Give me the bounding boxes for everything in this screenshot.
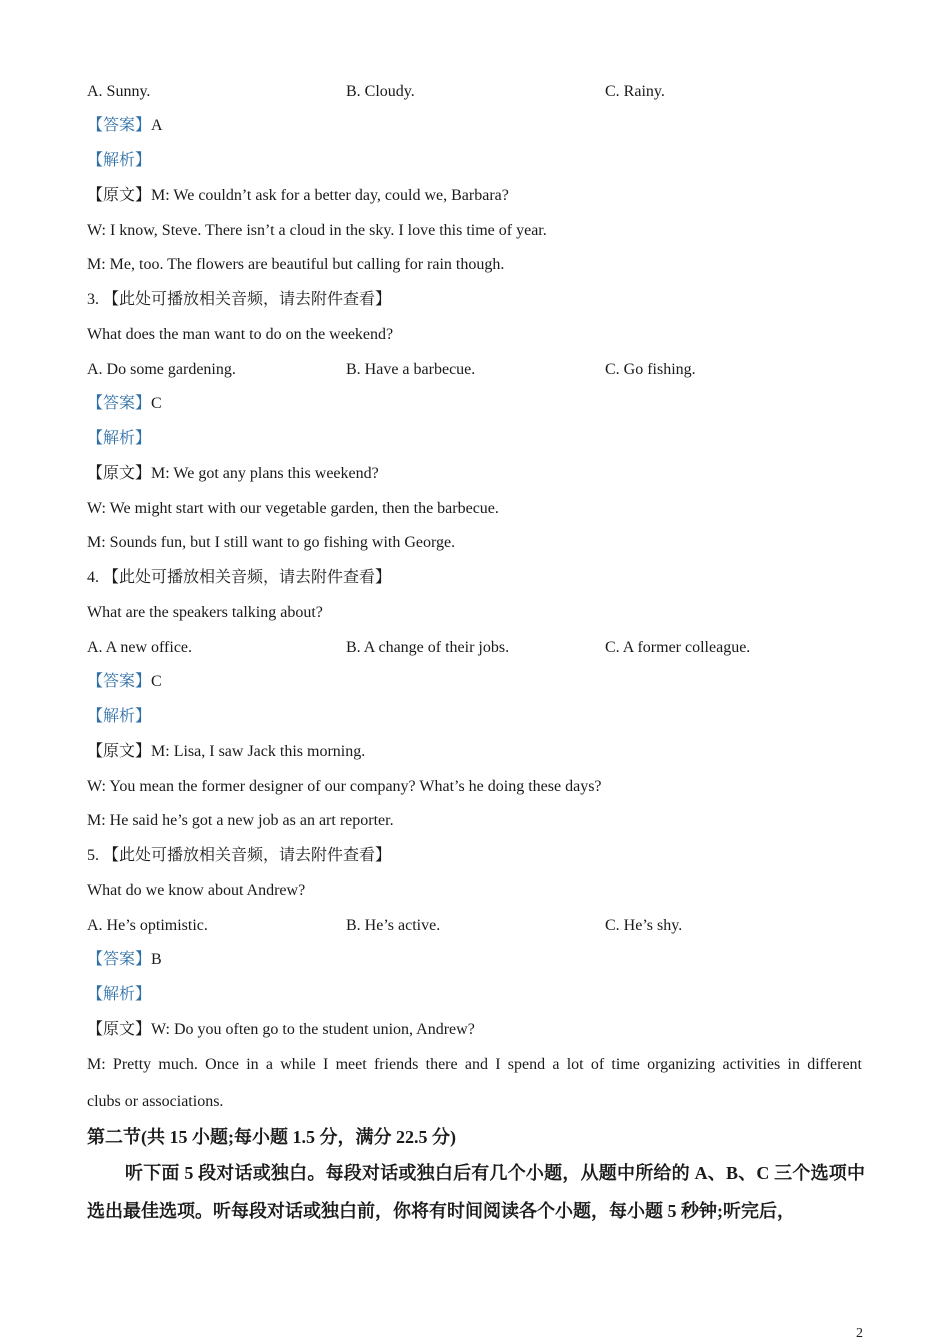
page-number: 2: [856, 1326, 863, 1341]
q2-option-c: C. Rainy.: [605, 83, 665, 100]
q5-transcript-line-1: [87, 1020, 475, 1040]
answer-label: 【答案】: [87, 117, 152, 134]
q4-answer: [87, 672, 162, 692]
q2-transcript-line-3: M: Me, too. The flowers are beautiful but calling for rain though.: [87, 256, 505, 273]
answer-value: C: [151, 395, 162, 412]
q4-transcript-line-3: M: He said he’s got a new job as an art reporter.: [87, 812, 394, 829]
q2-option-b: B. Cloudy.: [346, 83, 415, 100]
original-label: 【原文】: [87, 1021, 152, 1038]
original-label: 【原文】: [87, 187, 152, 204]
q4-transcript-line-1: [87, 742, 365, 762]
q3-answer: [87, 394, 162, 414]
transcript-text: W: Do you often go to the student union, Andrew?: [151, 1021, 475, 1038]
q5-transcript-line-3: clubs or associations.: [87, 1093, 224, 1110]
transcript-text: M: Lisa, I saw Jack this morning.: [151, 743, 366, 760]
section2-instructions: 听下面 5 段对话或独白。每段对话或独白后有几个小题，从题中所给的 A、B、C 三个选项中选出最佳选项。听每段对话或独白前，你将有时间阅读各个小题，每小题 5 秒钟;听完后，: [87, 1163, 866, 1221]
answer-value: A: [151, 117, 163, 134]
q5-header: 5. 【此处可播放相关音频，请去附件查看】: [87, 847, 392, 864]
q2-answer: [87, 116, 163, 136]
q5-option-a: A. He’s optimistic.: [87, 917, 208, 934]
q4-option-a: A. A new office.: [87, 639, 193, 656]
q3-analysis-label: 【解析】: [87, 430, 152, 447]
q3-transcript-line-3: M: Sounds fun, but I still want to go fishing with George.: [87, 534, 456, 551]
original-label: 【原文】: [87, 743, 152, 760]
original-label: 【原文】: [87, 465, 152, 482]
q2-transcript-line-1: [87, 186, 509, 206]
answer-value: B: [151, 951, 162, 968]
q3-transcript-line-1: [87, 464, 379, 484]
q3-option-a: A. Do some gardening.: [87, 361, 236, 378]
q3-transcript-line-2: W: We might start with our vegetable garden, then the barbecue.: [87, 500, 499, 517]
transcript-text: M: We got any plans this weekend?: [151, 465, 379, 482]
q2-transcript-line-2: W: I know, Steve. There isn’t a cloud in the sky. I love this time of year.: [87, 222, 547, 239]
q4-transcript-line-2: W: You mean the former designer of our company? What’s he doing these days?: [87, 778, 602, 795]
q5-analysis-label: 【解析】: [87, 986, 152, 1003]
q2-option-a: A. Sunny.: [87, 83, 151, 100]
q4-header: 4. 【此处可播放相关音频，请去附件查看】: [87, 569, 392, 586]
q4-question: What are the speakers talking about?: [87, 604, 323, 621]
q3-question: What does the man want to do on the weekend?: [87, 326, 394, 343]
answer-label: 【答案】: [87, 673, 152, 690]
q4-option-b: B. A change of their jobs.: [346, 639, 510, 656]
q5-option-c: C. He’s shy.: [605, 917, 683, 934]
q5-question: What do we know about Andrew?: [87, 882, 306, 899]
section2-title: 第二节(共 15 小题;每小题 1.5 分，满分 22.5 分): [87, 1127, 456, 1147]
q5-transcript-line-2: M: Pretty much. Once in a while I meet friends there and I spend a lot of time organizing activities in different: [87, 1056, 862, 1073]
q3-option-c: C. Go fishing.: [605, 361, 696, 378]
answer-value: C: [151, 673, 162, 690]
q5-option-b: B. He’s active.: [346, 917, 441, 934]
q2-analysis-label: 【解析】: [87, 152, 152, 169]
q4-analysis-label: 【解析】: [87, 708, 152, 725]
answer-label: 【答案】: [87, 951, 152, 968]
q5-answer: [87, 950, 162, 970]
q3-header: 3. 【此处可播放相关音频，请去附件查看】: [87, 291, 392, 308]
transcript-text: M: We couldn’t ask for a better day, could we, Barbara?: [151, 187, 509, 204]
answer-label: 【答案】: [87, 395, 152, 412]
q4-option-c: C. A former colleague.: [605, 639, 751, 656]
q3-option-b: B. Have a barbecue.: [346, 361, 476, 378]
